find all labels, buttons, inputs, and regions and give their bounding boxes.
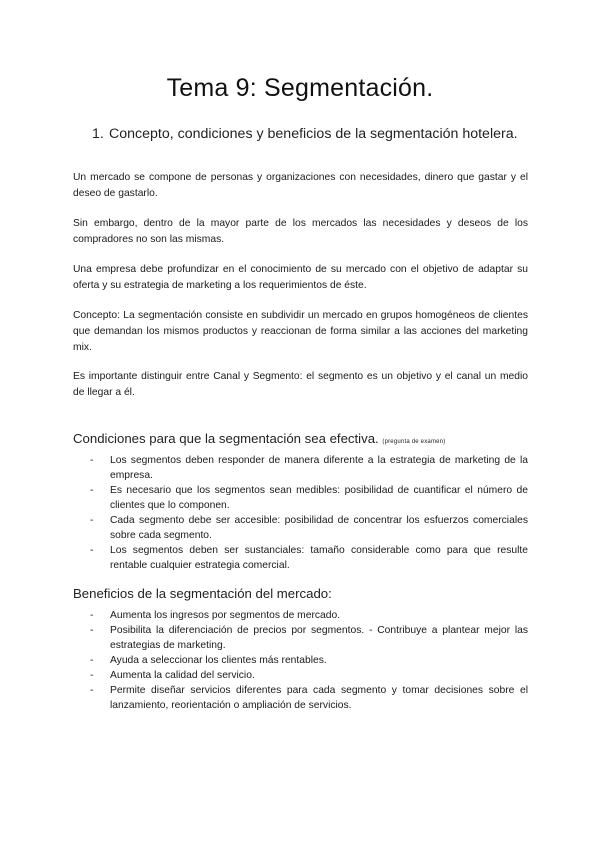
bullet-dash: - [90,685,94,696]
conditions-heading [73,431,533,446]
list-item: - Cada segmento debe ser accesible: posibilidad de concentrar los esfuerzos comerciales sobre cada segmento. [90,515,528,541]
paragraph-concept: Concepto: La segmentación consiste en subdividir un mercado en grupos homogéneos de clientes que demandan los mismos productos y reaccionan de forma similar a las acciones del marketing mix. [73,310,528,353]
list-item: - Posibilita la diferenciación de precios por segmentos. - Contribuye a plantear mejor las estrategias de marketing. [90,625,528,651]
conditions-list [73,453,528,573]
paragraph-needs-differ: Sin embargo, dentro de la mayor parte de los mercados las necesidades y deseos de los compradores no son las mismas. [73,218,528,245]
paragraph-company-knowledge: Una empresa debe profundizar en el conocimiento de su mercado con el objetivo de adaptar su oferta y su estrategia de marketing a los requerimientos de éste. [73,264,528,291]
exam-question-note: (pregunta de examen) [382,439,446,445]
paragraph-market-definition: Un mercado se compone de personas y organizaciones con necesidades, dinero que gastar y el deseo de gastarlo. [73,172,528,199]
benefits-list [73,608,528,713]
conditions-heading-text: Condiciones para que la segmentación sea efectiva. [73,431,379,446]
bullet-dash: - [90,670,94,681]
bullet-dash: - [90,485,94,496]
bullet-dash: - [90,455,94,466]
section-number: 1. [92,126,104,142]
list-item: - Es necesario que los segmentos sean medibles: posibilidad de cuantificar el número de clientes que lo componen. [90,485,528,511]
bullet-dash: - [90,515,94,526]
list-item: - Los segmentos deben responder de manera diferente a la estrategia de marketing de la empresa. [90,455,528,481]
page-title: Tema 9: Segmentación. [166,74,434,102]
section-heading-text: Concepto, condiciones y beneficios de la segmentación hotelera. [109,126,518,142]
paragraph-channel-segment: Es importante distinguir entre Canal y Segmento: el segmento es un objetivo y el canal un medio de llegar a él. [73,371,528,398]
benefits-heading: Beneficios de la segmentación del mercado: [73,586,332,601]
bullet-dash: - [90,625,94,636]
bullet-dash: - [90,545,94,556]
list-item: - Permite diseñar servicios diferentes para cada segmento y tomar decisiones sobre el lanzamiento, reorientación o ampliación de servicios. [90,685,528,711]
list-item: - Aumenta los ingresos por segmentos de mercado. [90,610,341,621]
bullet-dash: - [90,610,94,621]
list-item: - Aumenta la calidad del servicio. [90,670,255,681]
list-item: - Ayuda a seleccionar los clientes más rentables. [90,655,327,666]
bullet-dash: - [90,655,94,666]
section-heading-1 [92,124,528,144]
list-item: - Los segmentos deben ser sustanciales: tamaño considerable como para que resulte rentable cualquier estrategia comercial. [90,545,528,571]
